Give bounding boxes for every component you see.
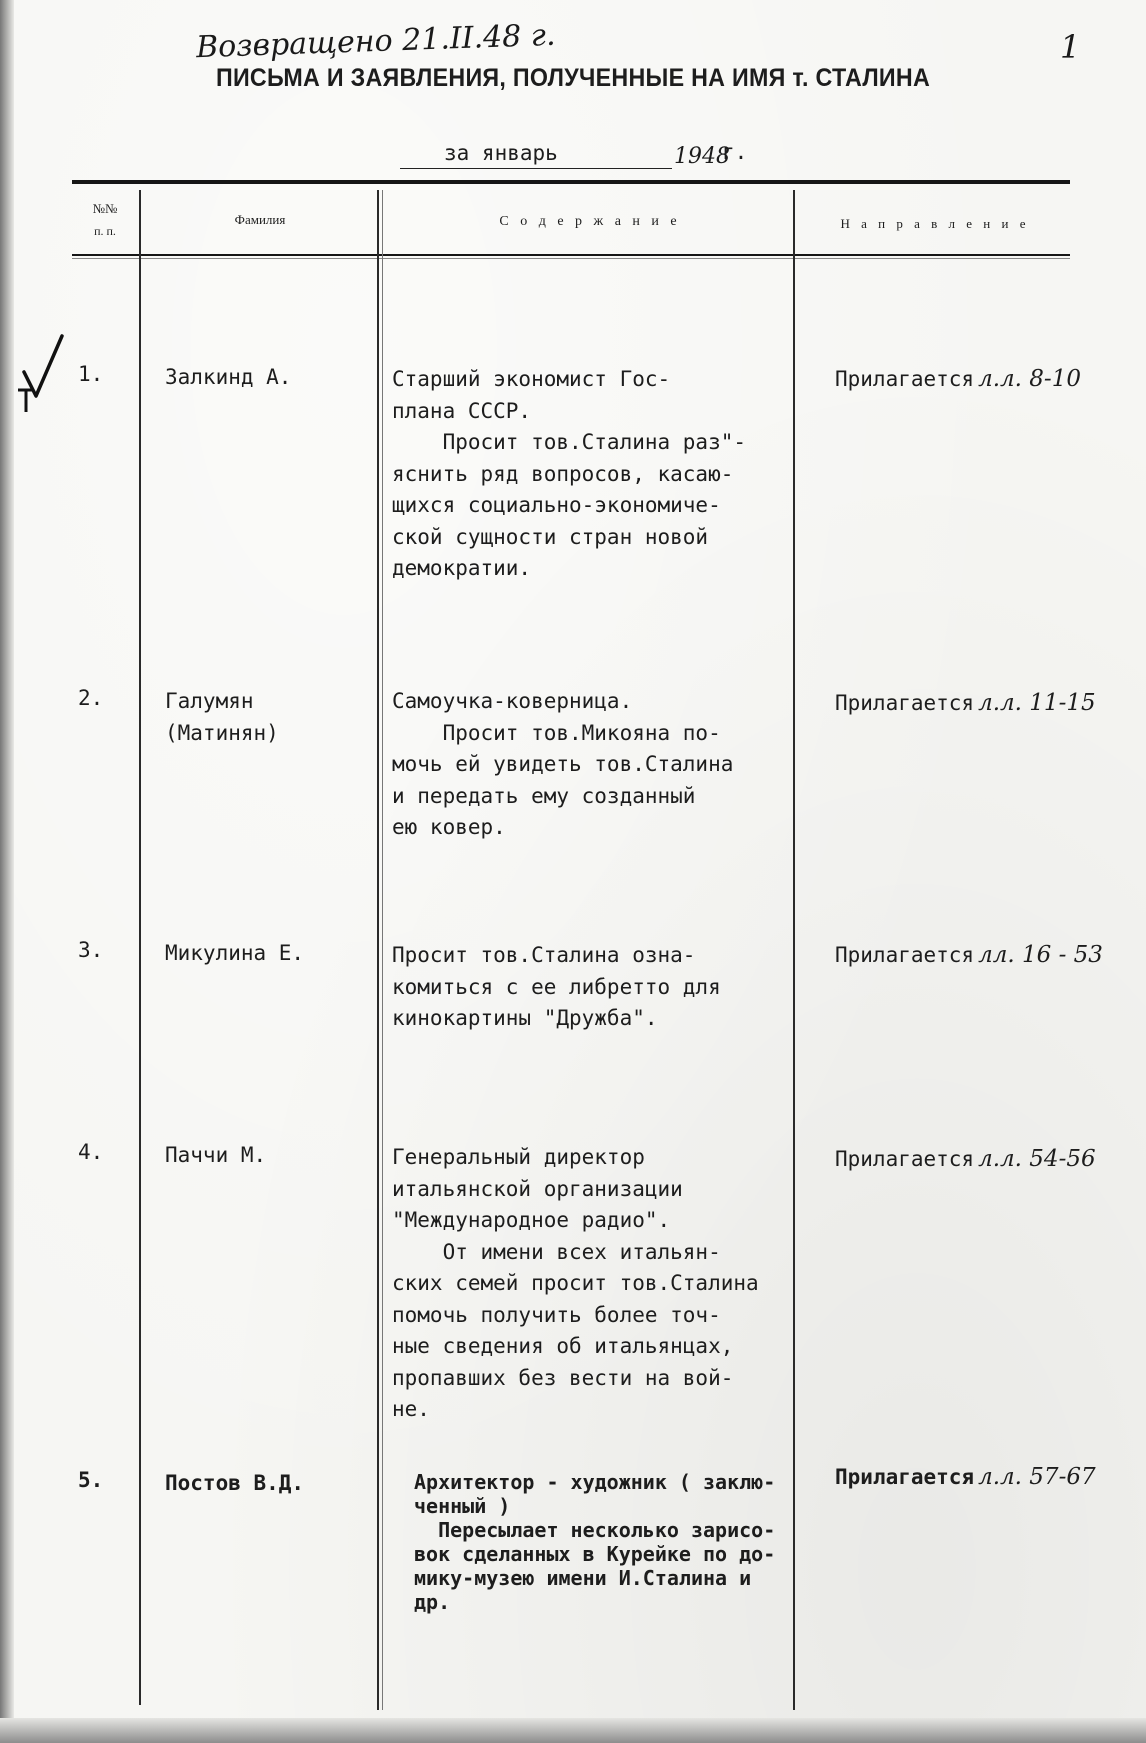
row-1-content: Старший экономист Гос- плана СССР. Просит тов.Сталина раз"- яснить ряд вопросов, касаю- щихся социально-экономиче- ской сущности стран новой демократии. [392,367,747,580]
row-4-sheets: л.л. 54-56 [978,1146,1096,1172]
check-mark-icon [10,330,70,415]
row-2-direction-text: Прилагается [835,691,975,715]
row-5-direction-text: Прилагается [835,1465,975,1489]
column-header-direction: Н а п р а в л е н и е [840,216,1030,231]
period-year: 1948 [674,144,730,169]
column-rule-2 [377,190,379,1710]
row-4-number: 4. [78,1140,104,1164]
row-1-name: Залкинд А. [165,365,292,389]
row-3-name: Микулина Е. [165,941,305,965]
row-5-name: Постов В.Д. [165,1471,305,1495]
row-2-number: 2. [78,686,104,710]
column-rule-2b [382,190,383,1710]
period-prefix: за январь [444,141,558,165]
row-5-number: 5. [78,1468,104,1492]
column-header-surname: Фамилия [234,212,286,227]
row-2-name [165,686,279,749]
row-3-content: Просит тов.Сталина озна- комиться с ее либретто для кинокартины "Дружба". [392,943,721,1030]
column-rule-3 [793,190,795,1710]
row-4-direction-text: Прилагается [835,1147,975,1171]
row-1-direction [835,366,1081,392]
row-5-direction [835,1464,1096,1490]
row-1-sheets: л.л. 8-10 [978,366,1081,392]
column-rule-1 [139,190,141,1705]
row-1-direction-text: Прилагается [835,367,975,391]
returned-note-handwritten: Возвращено 21.II.48 г. [195,17,557,66]
column-header-content: С о д е р ж а н и е [499,214,681,229]
row-2-direction [835,690,1096,716]
row-3-sheets: лл. 16 - 53 [978,942,1103,968]
row-4-direction [835,1146,1096,1172]
table-header-rule [72,254,1070,256]
period-line [400,142,750,172]
row-5-sheets: л.л. 57-67 [978,1464,1096,1490]
column-header-number-line2: п. п. [94,224,116,238]
scan-edge-left [0,0,14,1743]
scan-edge-bottom [0,1718,1146,1743]
page-number-handwritten: 1 [1060,28,1081,66]
row-4-content: Генеральный директор итальянской организации "Международное радио". От имени всех итальян- ских семей просит тов.Сталина помочь получить более точ- ные сведения об итальянцах, пропавших без вести на вой- не. [392,1145,759,1421]
row-2-content: Самоучка-коверница. Просит тов.Микояна по- мочь ей увидеть тов.Сталина и передать ему созданный ею ковер. [392,689,734,839]
row-5-content: Архитектор - художник ( заклю- ченный ) Пересылает несколько зарисо- вок сделанных в Курейке по до- мику-музею имени И.Сталина и др. [414,1470,776,1614]
header-rule-gap [72,258,1070,259]
period-suffix: г. [722,140,748,164]
row-3-number: 3. [78,938,104,962]
table-top-rule [72,180,1070,184]
document-title: ПИСЬМА И ЗАЯВЛЕНИЯ, ПОЛУЧЕННЫЕ НА ИМЯ т. СТАЛИНА [215,64,931,92]
row-2-sheets: л.л. 11-15 [978,690,1096,716]
column-header-number [80,198,130,242]
row-3-direction [835,942,1103,968]
row-2-name-line2: (Матинян) [165,720,279,745]
row-4-name: Паччи М. [165,1143,267,1167]
row-3-direction-text: Прилагается [835,943,975,967]
row-2-name-line1: Галумян [165,689,254,713]
column-header-number-line1: №№ [92,201,118,216]
row-1-number: 1. [78,362,104,386]
